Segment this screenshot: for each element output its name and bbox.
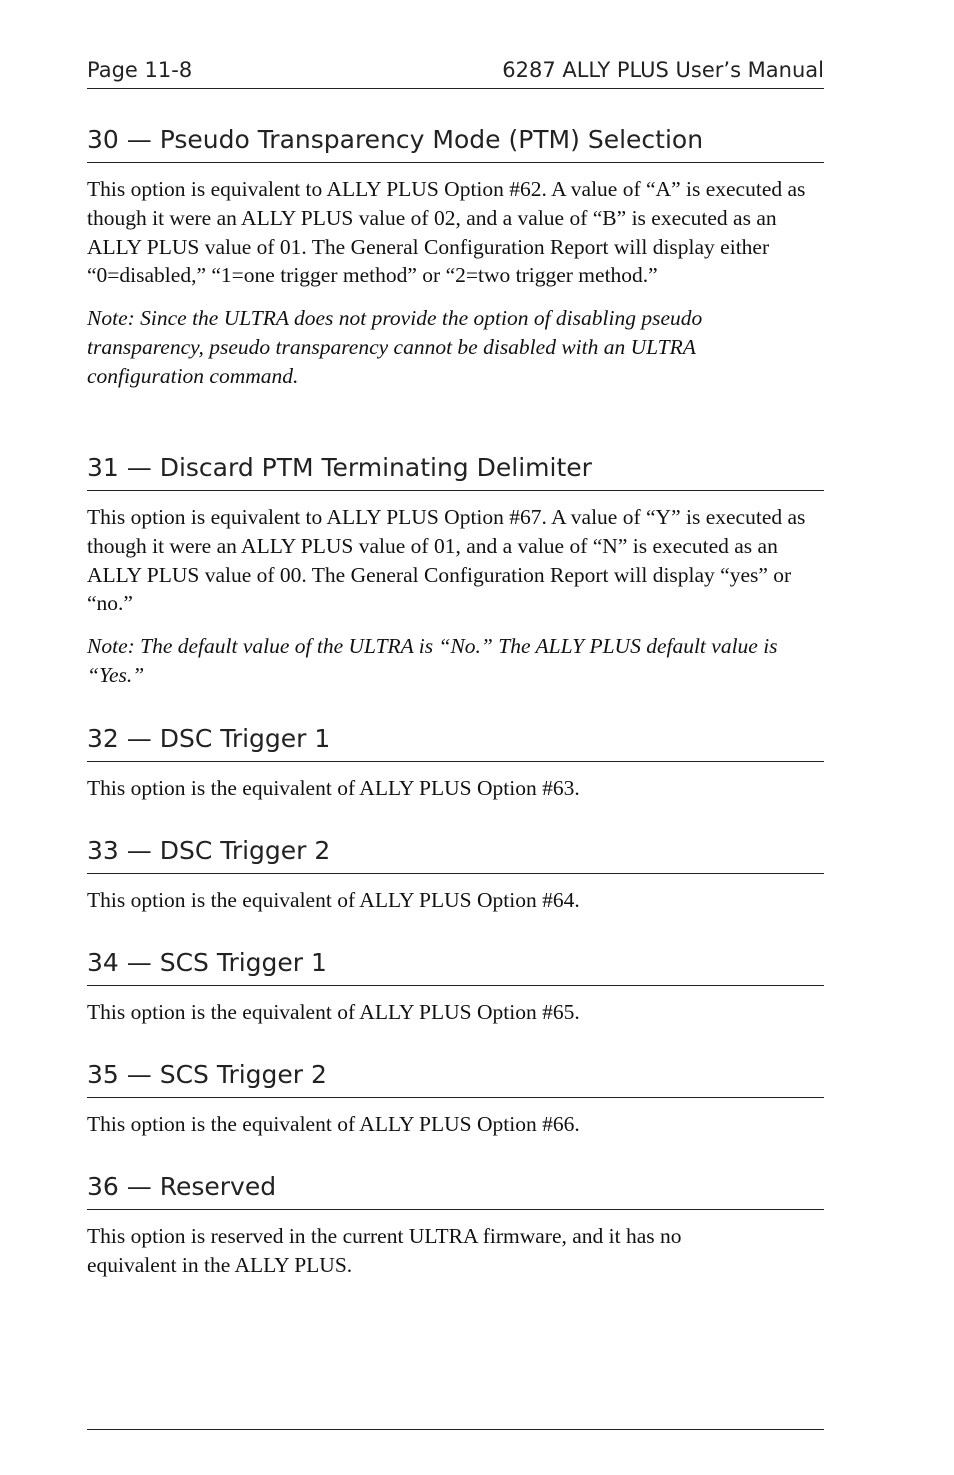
section-heading: 34 — SCS Trigger 1 xyxy=(87,947,824,986)
section-body: This option is equivalent to ALLY PLUS Option #67. A value of “Y” is executed as though it were an ALLY PLUS value of 01, and a value of “N” is executed as an ALLY PLUS value of 00. The General Configuration Report will display “yes” or “no.” xyxy=(87,505,806,616)
section-33 xyxy=(87,835,824,915)
section-heading: 32 — DSC Trigger 1 xyxy=(87,723,824,762)
section-heading: 36 — Reserved xyxy=(87,1171,824,1210)
section-body: This option is reserved in the current ULTRA firmware, and it has no equivalent in the ALLY PLUS. xyxy=(87,1224,682,1277)
section-note: Note: Since the ULTRA does not provide the option of disabling pseudo transparency, pseudo transparency cannot be disabled with an ULTRA configuration command. xyxy=(87,306,703,388)
running-header xyxy=(87,58,824,89)
section-heading: 35 — SCS Trigger 2 xyxy=(87,1059,824,1098)
section-body: This option is the equivalent of ALLY PLUS Option #65. xyxy=(87,1000,580,1024)
section-35 xyxy=(87,1059,824,1139)
section-body: This option is the equivalent of ALLY PLUS Option #63. xyxy=(87,776,580,800)
section-body: This option is the equivalent of ALLY PLUS Option #66. xyxy=(87,1112,580,1136)
section-31 xyxy=(87,452,824,690)
footer-rule xyxy=(87,1429,824,1430)
section-heading: 31 — Discard PTM Terminating Delimiter xyxy=(87,452,824,491)
section-note: Note: The default value of the ULTRA is “No.” The ALLY PLUS default value is “Yes.” xyxy=(87,634,778,687)
section-32 xyxy=(87,723,824,803)
section-36 xyxy=(87,1171,824,1280)
page-number: Page 11-8 xyxy=(87,58,193,82)
section-heading: 30 — Pseudo Transparency Mode (PTM) Selection xyxy=(87,124,824,163)
section-heading: 33 — DSC Trigger 2 xyxy=(87,835,824,874)
section-30 xyxy=(87,124,824,391)
section-body: This option is equivalent to ALLY PLUS Option #62. A value of “A” is executed as though it were an ALLY PLUS value of 02, and a value of “B” is executed as an ALLY PLUS value of 01. The General Configuration Report will display either “0=disabled,” “1=one trigger method” or “2=two trigger method.” xyxy=(87,177,806,288)
manual-title: 6287 ALLY PLUS User’s Manual xyxy=(502,58,824,82)
section-body: This option is the equivalent of ALLY PLUS Option #64. xyxy=(87,888,580,912)
section-34 xyxy=(87,947,824,1027)
